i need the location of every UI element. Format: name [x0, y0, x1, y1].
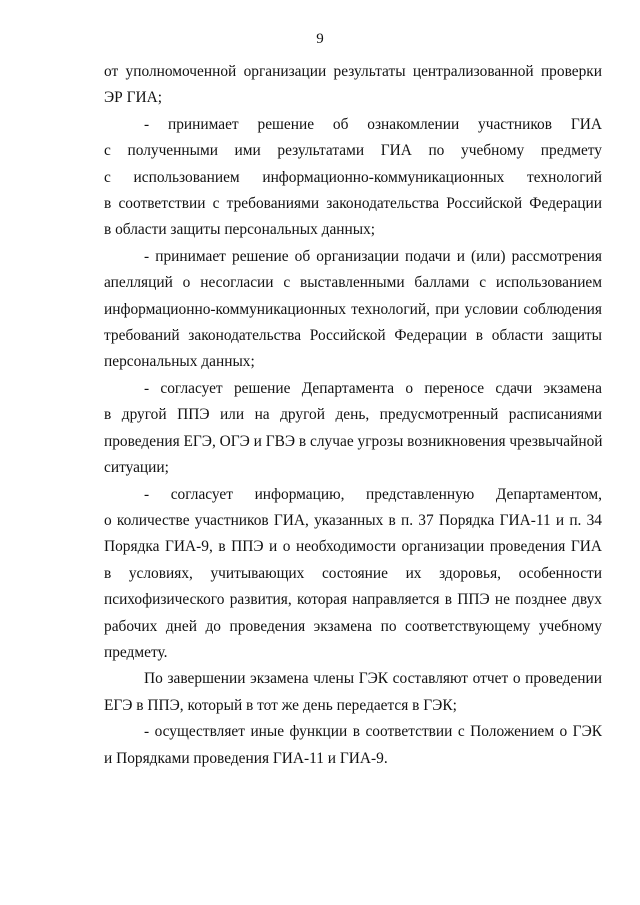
paragraph [104, 666, 602, 719]
text-line: По завершении экзамена члены ГЭК составляют отчет о проведении [144, 670, 602, 688]
text-line: - принимает решение об ознакомлении участников ГИА [144, 115, 602, 133]
paragraph [104, 112, 602, 244]
text-line: ситуации; [104, 459, 169, 477]
text-line: апелляций о несогласии с выставленными баллами с использованием [104, 274, 602, 292]
text-line: персональных данных; [104, 353, 255, 371]
text-line: с полученными ими результатами ГИА по учебному предмету [104, 142, 602, 160]
text-line: требований законодательства Российской Федерации в области защиты [104, 327, 602, 345]
paragraph [104, 482, 602, 667]
text-line: - принимает решение об организации подачи и (или) рассмотрения [144, 247, 602, 265]
text-line: - осуществляет иные функции в соответствии с Положением о ГЭК [144, 723, 602, 741]
text-line: ЭР ГИА; [104, 89, 162, 107]
paragraph [104, 376, 602, 482]
text-line: Порядка ГИА-9, в ППЭ и о необходимости организации проведения ГИА [104, 538, 602, 556]
paragraph [104, 59, 602, 112]
text-line: в области защиты персональных данных; [104, 221, 376, 239]
document-body [104, 59, 602, 772]
text-line: психофизического развития, которая направляется в ППЭ не позднее двух [104, 591, 602, 609]
text-line: в другой ППЭ или на другой день, предусмотренный расписаниями [104, 406, 602, 424]
text-line: проведения ЕГЭ, ОГЭ и ГВЭ в случае угрозы возникновения чрезвычайной [104, 432, 603, 450]
text-line: предмету. [104, 643, 168, 661]
text-line: - согласует решение Департамента о переносе сдачи экзамена [144, 379, 602, 397]
text-line: в условиях, учитывающих состояние их здоровья, особенности [104, 564, 602, 582]
text-line: и Порядками проведения ГИА-11 и ГИА-9. [104, 749, 388, 767]
text-line: о количестве участников ГИА, указанных в п. 37 Порядка ГИА-11 и п. 34 [104, 511, 602, 529]
text-line: с использованием информационно-коммуникационных технологий [104, 168, 602, 186]
text-line: - согласует информацию, представленную Департаментом, [144, 485, 602, 503]
text-line: рабочих дней до проведения экзамена по соответствующему учебному [104, 617, 602, 635]
text-line: ЕГЭ в ППЭ, который в тот же день передается в ГЭК; [104, 696, 457, 714]
text-line: от уполномоченной организации результаты централизованной проверки [104, 63, 602, 80]
text-line: в соответствии с требованиями законодательства Российской Федерации [104, 195, 602, 213]
paragraph [104, 244, 602, 376]
page-number: 9 [316, 31, 324, 47]
text-line: информационно-коммуникационных технологий, при условии соблюдения [104, 300, 602, 318]
paragraph [104, 719, 602, 772]
